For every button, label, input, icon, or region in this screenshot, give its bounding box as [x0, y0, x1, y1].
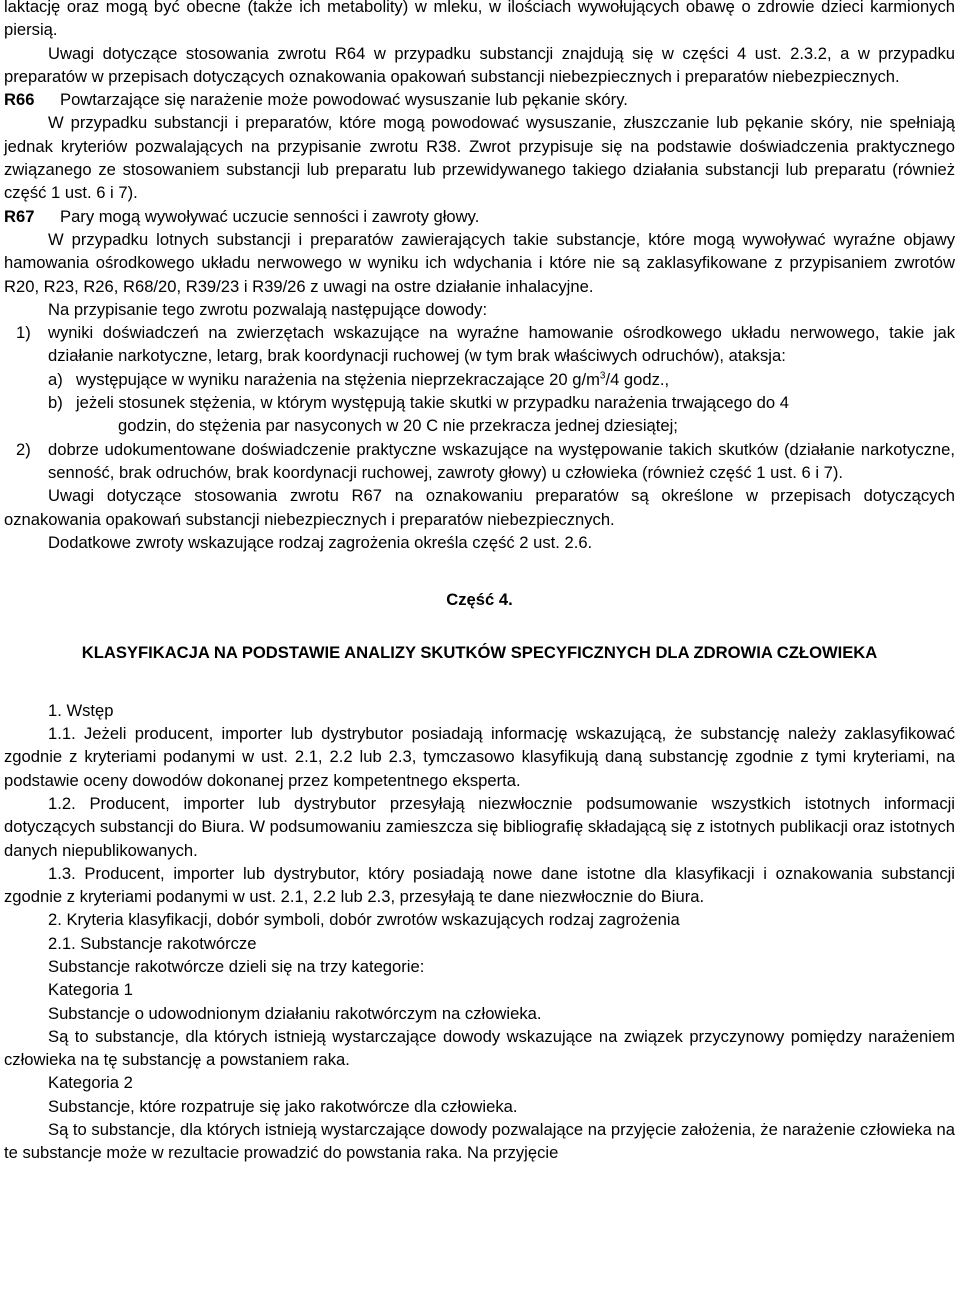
paragraph-r64-notes: Uwagi dotyczące stosowania zwrotu R64 w przypadku substancji znajdują się w części 4 ust. 2.3.2, a w przypadku preparatów w przepisach dotyczących oznakowania opakowań substancji niebezpiecznych i preparatów niebezpiecznych. — [4, 43, 955, 86]
list-item-number: 1) — [16, 323, 31, 343]
r66-code: R66 — [4, 90, 35, 110]
subsection-heading: 2.1. Substancje rakotwórcze — [48, 933, 257, 953]
sub-item-letter: b) — [48, 393, 63, 413]
list-item-text: dobrze udokumentowane doświadczenie praktyczne wskazujące na występowanie takich skutków (działanie narkotyczne, senność, brak odruchów, brak koordynacji ruchowej, zawroty głowy) u człowieka (również część 1 ust. 6 i 7). — [48, 439, 955, 482]
sub-item-a — [4, 368, 955, 391]
r67-phrase — [4, 205, 955, 228]
r67-text: Pary mogą wywoływać uczucie senności i zawroty głowy. — [60, 206, 480, 226]
category-heading: Kategoria 1 — [48, 980, 133, 1000]
section-paragraph: 1.2. Producent, importer lub dystrybutor przesyłają niezwłocznie podsumowanie wszystkich istotnych informacji dotyczących substancji do Biura. W podsumowaniu zamieszcza się bibliografię składającą się z istotnych publikacji oraz istotnych danych niepublikowanych. — [4, 793, 955, 860]
paragraph-r66-description: W przypadku substancji i preparatów, które mogą powodować wysuszanie, złuszczanie lub pękanie skóry, nie spełniają jednak kryteriów pozwalających na przypisanie zwrotu R38. Zwrot przypisuje się na podstawie doświadczenia praktycznego związanego ze stosowaniem substancji lub preparatu lub przewidywanego takiego działania substancji lub preparatu (również część 1 ust. 6 i 7). — [4, 113, 955, 203]
sub-item-letter: a) — [48, 369, 63, 389]
paragraph-r67-notes: Uwagi dotyczące stosowania zwrotu R67 na oznakowaniu preparatów są określone w przepisach dotyczących oznakowania opakowań substancji niebezpiecznych i preparatów niebezpiecznych. — [4, 486, 955, 529]
section-paragraph: Substancje rakotwórcze dzieli się na trzy kategorie: — [48, 956, 425, 976]
category-definition: Substancje, które rozpatruje się jako rakotwórcze dla człowieka. — [48, 1096, 518, 1116]
sub-item-text — [76, 368, 955, 391]
part-title: KLASYFIKACJA NA PODSTAWIE ANALIZY SKUTKÓW SPECYFICZNYCH DLA ZDROWIA CZŁOWIEKA — [81, 643, 878, 663]
sub-b-line: godzin, do stężenia par nasyconych w 20 C nie przekracza jednej dziesiątej; — [118, 416, 678, 436]
sub-item-text — [76, 391, 955, 438]
sub-a-text-part: /4 godz., — [605, 369, 670, 389]
paragraph-evidence-intro: Na przypisanie tego zwrotu pozwalają następujące dowody: — [48, 299, 488, 319]
category-description: Są to substancje, dla których istnieją wystarczające dowody wskazujące na związek przyczynowy pomiędzy narażeniem człowieka na tę substancję a powstaniem raka. — [4, 1026, 955, 1070]
paragraph-additional-phrases: Dodatkowe zwroty wskazujące rodzaj zagrożenia określa część 2 ust. 2.6. — [48, 532, 593, 552]
section-paragraph: 1.1. Jeżeli producent, importer lub dystrybutor posiadają informację wskazującą, że substancję należy zaklasyfikować zgodnie z kryteriami podanymi w ust. 2.1, 2.2 lub 2.3, tymczasowo klasyfikują daną substancję zgodnie z tymi kryteriami, na podstawie oceny dowodów dokonanej przez kompetentnego eksperta. — [4, 724, 955, 790]
category-description: Są to substancje, dla których istnieją wystarczające dowody pozwalające na przyjęcie założenia, że narażenie człowieka na te substancje może w rezultacie prowadzić do powstania raka. Na przyjęcie — [4, 1120, 955, 1163]
part-label: Część 4. — [446, 590, 513, 610]
category-definition: Substancje o udowodnionym działaniu rakotwórczym na człowieka. — [48, 1003, 542, 1023]
section-paragraph: 1.3. Producent, importer lub dystrybutor, który posiadają nowe dane istotne dla klasyfikacji i oznakowania substancji zgodnie z kryteriami podanymi w ust. 2.1, 2.2 lub 2.3, przesyłają te dane niezwłocznie do Biura. — [4, 863, 955, 907]
section-heading: 2. Kryteria klasyfikacji, dobór symboli, dobór zwrotów wskazujących rodzaj zagrożenia — [48, 910, 680, 930]
list-item-number: 2) — [16, 439, 31, 459]
sub-a-text-part: występujące w wyniku narażenia na stężenia nieprzekraczające 20 g/m — [76, 369, 600, 389]
list-item-text: wyniki doświadczeń na zwierzętach wskazujące na wyraźne hamowanie ośrodkowego układu nerwowego, takie jak działanie narkotyczne, letarg, brak koordynacji ruchowej (w tym brak właściwych odruchów), ataksja: — [48, 323, 955, 366]
paragraph-continuation: laktację oraz mogą być obecne (także ich metabolity) w mleku, w ilościach wywołujących obawę o zdrowie dzieci karmionych piersią. — [4, 0, 955, 40]
superscript: 3 — [599, 370, 606, 382]
list-item-2 — [4, 438, 955, 485]
sub-b-line: jeżeli stosunek stężenia, w którym występują takie skutki w przypadku narażenia trwającego do 4 — [76, 393, 789, 413]
r66-phrase — [4, 88, 955, 111]
section-heading: 1. Wstęp — [48, 700, 114, 720]
category-heading: Kategoria 2 — [48, 1073, 133, 1093]
r67-code: R67 — [4, 206, 35, 226]
paragraph-r67-description: W przypadku lotnych substancji i preparatów zawierających takie substancje, które mogą wywoływać wyraźne objawy hamowania ośrodkowego układu nerwowego w wyniku ich wdychania i które nie są zaklasyfikowane z przypisaniem zwrotów R20, R23, R26, R68/20, R39/23 i R39/26 z uwagi na ostre działanie inhalacyjne. — [4, 229, 955, 296]
r66-text: Powtarzające się narażenie może powodować wysuszanie lub pękanie skóry. — [60, 90, 628, 110]
list-item-1 — [4, 321, 955, 368]
sub-item-b — [4, 391, 955, 438]
